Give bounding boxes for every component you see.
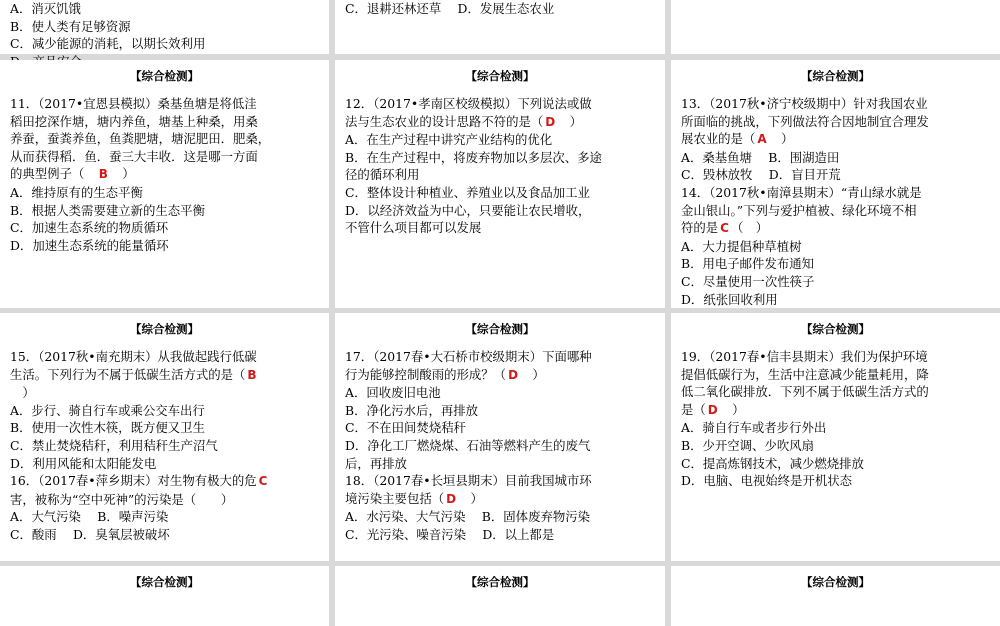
question-card-q11 <box>0 60 329 308</box>
question-line <box>681 401 990 420</box>
question-line <box>345 149 655 167</box>
line-text: B．在生产过程中，将废弃物加以多层次、多途 <box>345 149 602 165</box>
line-text: 不管什么项目都可以发展 <box>345 220 482 236</box>
line-text: A．消灭饥饿 <box>10 1 81 16</box>
line-text: 展农业的是（ <box>681 131 756 147</box>
card-title: 【综合检测】 <box>465 322 535 336</box>
answer-mark: B <box>247 367 257 382</box>
line-text: 17．（2017春•大石桥市校级期末）下面哪种 <box>345 349 592 364</box>
line-text: A．骑自行车或者步行外出 <box>681 420 827 436</box>
question-line <box>681 238 990 256</box>
card-title: 【综合检测】 <box>130 69 199 83</box>
answer-mark: D <box>707 402 718 417</box>
answer-mark: D <box>545 114 556 129</box>
line-text: 16．（2017春•萍乡期末）对生物有极大的危 <box>10 473 257 489</box>
line-text: C．不在田间焚烧秸秆 <box>345 420 466 436</box>
question-line <box>10 35 319 53</box>
line-text: 金山银山。”下列与爱护植被、绿化环境不相 <box>681 202 917 218</box>
question-line <box>345 113 655 132</box>
answer-mark: D <box>446 491 457 506</box>
question-line <box>681 383 990 401</box>
question-line <box>345 0 655 18</box>
line-text-after: ） <box>458 490 483 506</box>
question-line <box>681 472 990 490</box>
question-card-q19 <box>671 313 1000 561</box>
line-text: D．以经济效益为中心，只要能让农民增收， <box>345 202 591 218</box>
line-text: 害，被称为“空中死神”的污染是（ ） <box>10 491 234 507</box>
line-text: 生活。下列行为不属于低碳生活方式的是（ <box>10 366 246 382</box>
card-title: 【综合检测】 <box>801 69 870 83</box>
line-text: C．减少能源的消耗，以期长效利用 <box>10 36 206 52</box>
card-title: 【综合检测】 <box>130 322 199 336</box>
line-text: A．维持原有的生态平衡 <box>10 184 143 200</box>
question-line <box>345 490 655 509</box>
line-text: A．大气污染 B．噪声污染 <box>10 509 169 525</box>
question-line <box>10 348 319 366</box>
line-text: D．电脑、电视始终是开机状态 <box>681 473 853 489</box>
line-text: 从而获得稻．鱼．蚕三大丰收．这是哪一方面 <box>10 148 258 164</box>
line-text: 19．（2017春•信丰县期末）我们为保护环境 <box>681 349 928 364</box>
card-title: 【综合检测】 <box>465 69 535 83</box>
line-text: 13．（2017秋•济宁校级期中）针对我国农业 <box>681 96 928 111</box>
question-line <box>681 95 990 113</box>
question-card-q17-18 <box>335 313 665 561</box>
question-line <box>681 113 990 131</box>
line-text-after: ） <box>109 166 135 182</box>
line-text: C．毁林放牧 D．盲目开荒 <box>681 167 841 183</box>
question-card-top-left <box>0 0 329 54</box>
card-title: 【综合检测】 <box>130 575 199 589</box>
answer-mark: B <box>98 167 108 182</box>
question-line <box>10 219 319 237</box>
question-card-q15-16 <box>0 313 329 561</box>
line-text: C．提高炼钢技术，减少燃烧排放 <box>681 455 864 471</box>
question-line <box>681 219 990 238</box>
question-line <box>10 508 319 526</box>
line-text: A．在生产过程中讲究产业结构的优化 <box>345 132 553 148</box>
line-text: B．用电子邮件发布通知 <box>681 256 815 272</box>
question-line <box>681 273 990 291</box>
line-text: 18．（2017春•长垣县期末）目前我国城市环 <box>345 473 592 489</box>
line-text: A．大力提倡种草植树 <box>681 238 802 254</box>
question-line <box>681 366 990 384</box>
question-line <box>681 202 990 220</box>
question-line <box>681 149 990 167</box>
question-line <box>10 491 319 509</box>
line-text: A．步行、骑自行车或乘公交车出行 <box>10 402 205 418</box>
line-text: C．加速生态系统的物质循环 <box>10 220 169 236</box>
line-text: 12．（2017•孝南区校级模拟）下列说法或做 <box>345 96 592 111</box>
question-card-q12 <box>335 60 665 308</box>
question-line <box>345 419 655 437</box>
answer-mark: A <box>757 132 767 147</box>
line-text: 11．（2017•宜恩县模拟）桑基鱼塘是将低洼 <box>10 96 257 111</box>
question-card-bottom-right <box>671 566 1000 626</box>
line-text: 提倡低碳行为，生活中注意减少能量耗用，降 <box>681 366 929 382</box>
question-line <box>345 526 655 544</box>
question-line <box>681 419 990 437</box>
line-text-after: ） <box>768 131 794 147</box>
question-line <box>681 437 990 455</box>
question-line <box>10 419 319 437</box>
line-text: C．酸雨 D．臭氧层被破坏 <box>10 526 170 542</box>
line-text: D．纸张回收利用 <box>681 291 778 307</box>
line-text: 的典型例子（ <box>10 166 97 182</box>
line-text: 低二氧化碳排放．下列不属于低碳生活方式的 <box>681 384 929 400</box>
question-line <box>681 130 990 149</box>
question-line <box>681 184 990 202</box>
line-text: 后，再排放 <box>345 455 407 471</box>
line-text: D．净化工厂燃烧煤、石油等燃料产生的废气 <box>345 437 591 453</box>
question-line <box>10 202 319 220</box>
line-text: A．桑基鱼塘 B．围湖造田 <box>681 149 840 165</box>
question-line <box>10 402 319 420</box>
line-text: 所面临的挑战，下列做法符合因地制宜合理发 <box>681 113 929 129</box>
question-line <box>10 455 319 473</box>
line-text: B．净化污水后，再排放 <box>345 402 479 418</box>
line-text: C．整体设计种植业、养殖业以及食品加工业 <box>345 184 590 200</box>
line-text: 境污染主要包括（ <box>345 490 445 506</box>
question-line <box>10 18 319 36</box>
line-text: C．尽量使用一次性筷子 <box>681 273 815 289</box>
question-line <box>345 131 655 149</box>
line-text: D．加速生态系统的能量循环 <box>10 237 169 253</box>
line-text-after: ） <box>557 113 582 129</box>
line-text: C．禁止焚烧秸秆，利用秸秆生产沼气 <box>10 437 218 453</box>
line-text: 14．（2017秋•南漳县期末）“青山绿水就是 <box>681 184 922 200</box>
question-line <box>345 508 655 526</box>
question-line <box>345 455 655 473</box>
question-line <box>10 95 319 113</box>
question-line <box>345 384 655 402</box>
question-line <box>10 437 319 455</box>
question-line <box>345 219 655 237</box>
line-text: 稻田挖深作塘，塘内养鱼，塘基上种桑，用桑 <box>10 113 258 129</box>
question-line <box>345 402 655 420</box>
question-card-bottom-middle <box>335 566 665 626</box>
question-card-top-middle <box>335 0 665 54</box>
line-text: B．使用一次性木筷，既方便又卫生 <box>10 420 205 436</box>
question-line <box>345 472 655 490</box>
line-text: 法与生态农业的设计思路不符的是（ <box>345 113 544 129</box>
question-line <box>10 384 319 402</box>
answer-mark: C <box>720 221 729 236</box>
answer-mark: C <box>258 474 268 489</box>
line-text: 是（ <box>681 401 706 417</box>
question-line <box>10 184 319 202</box>
question-line <box>681 166 990 184</box>
question-line <box>10 0 319 18</box>
question-line <box>681 255 990 273</box>
question-line <box>10 472 319 491</box>
line-text: 养蚕，蚕粪养鱼，鱼粪肥塘，塘泥肥田．肥桑， <box>10 131 271 147</box>
card-title: 【综合检测】 <box>801 575 870 589</box>
question-card-bottom-left <box>0 566 329 626</box>
line-text: C．退耕还林还草 D．发展生态农业 <box>345 1 555 16</box>
line-text-after: （ ） <box>730 220 769 236</box>
line-text-after: ） <box>719 401 745 417</box>
answer-mark: D <box>508 367 519 382</box>
question-line <box>10 130 319 148</box>
question-line <box>10 148 319 166</box>
question-line <box>345 437 655 455</box>
question-line <box>10 366 319 385</box>
line-text: 符的是 <box>681 220 719 236</box>
question-line <box>345 184 655 202</box>
question-line <box>345 366 655 385</box>
question-line <box>681 348 990 366</box>
question-line <box>10 237 319 255</box>
question-line <box>345 348 655 366</box>
question-line <box>345 166 655 184</box>
question-card-q13-14 <box>671 60 1000 308</box>
question-line <box>345 95 655 113</box>
question-line <box>681 455 990 473</box>
line-text: 径的循环利用 <box>345 167 420 183</box>
line-text: A．回收废旧电池 <box>345 385 441 401</box>
line-text: 行为能够控制酸雨的形成？（ <box>345 366 507 382</box>
line-text: B．根据人类需要建立新的生态平衡 <box>10 202 205 218</box>
line-text: C．光污染、噪音污染 D．以上都是 <box>345 526 555 542</box>
question-line <box>10 113 319 131</box>
line-text: B．使人类有足够资源 <box>10 18 131 34</box>
line-text-after: ） <box>520 366 545 382</box>
card-title: 【综合检测】 <box>801 322 870 336</box>
line-text: ） <box>10 385 35 401</box>
question-line <box>10 526 319 544</box>
question-line <box>10 165 319 184</box>
line-text: 15．（2017秋•南充期末）从我做起践行低碳 <box>10 349 257 364</box>
question-line <box>345 202 655 220</box>
question-line <box>681 291 990 309</box>
line-text: A．水污染、大气污染 B．固体废弃物污染 <box>345 509 591 525</box>
card-title: 【综合检测】 <box>465 575 535 589</box>
line-text: D．利用风能和太阳能发电 <box>10 455 157 471</box>
line-text: B．少开空调、少吹风扇 <box>681 437 815 453</box>
question-card-top-right <box>671 0 1000 54</box>
